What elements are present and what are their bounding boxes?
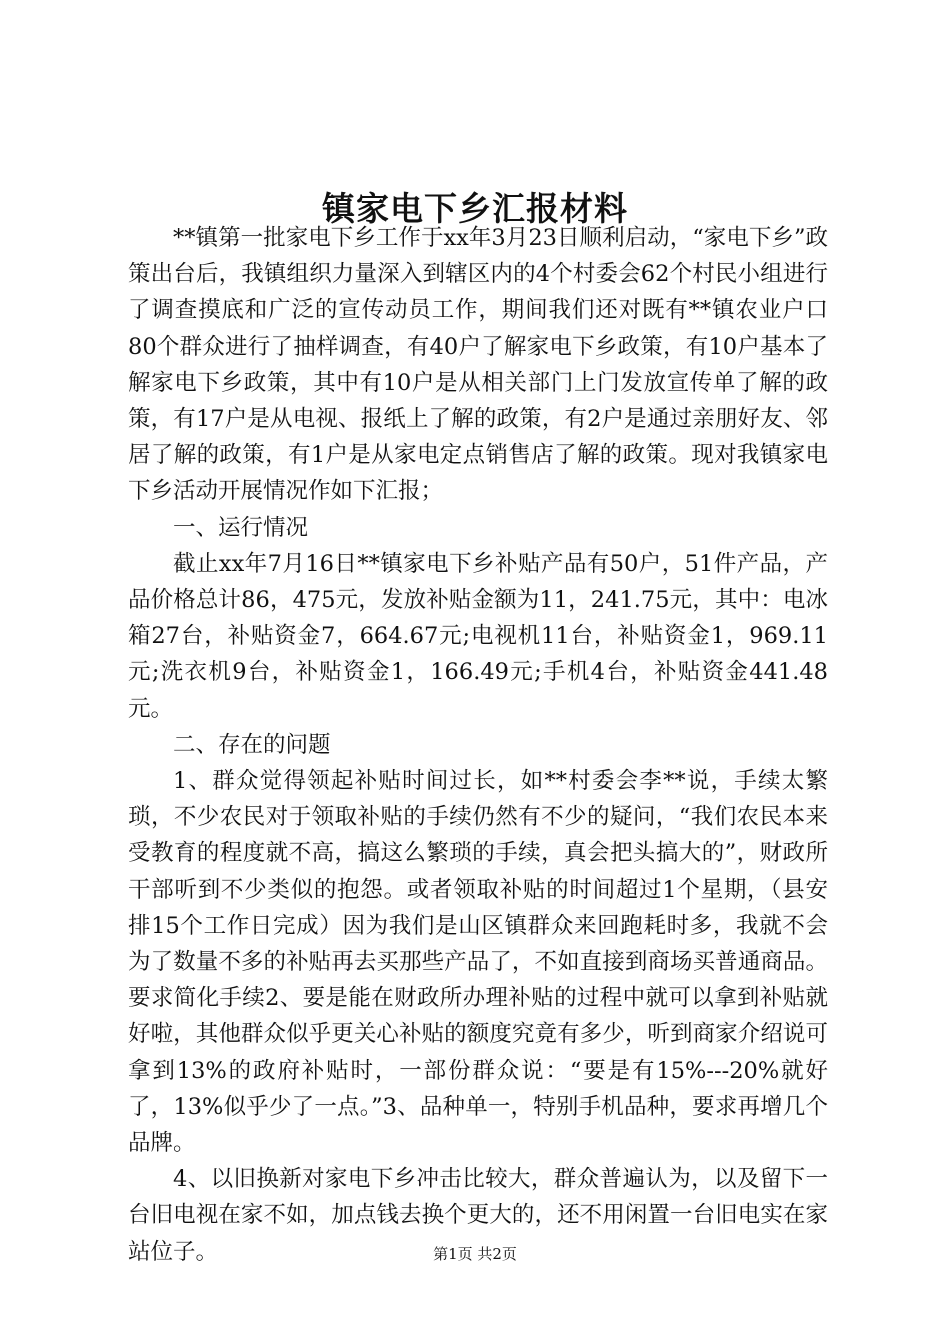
page-footer: 第1页 共2页 xyxy=(433,1245,517,1263)
paragraph-problems-1: 1、群众觉得领起补贴时间过长，如**村委会李**说，手续太繁琐，不少农民对于领取补贴的手续仍然有不少的疑问，“我们农民本来受教育的程度就不高，搞这么繁琐的手续，真会把头搞大的”，财政所干部听到不少类似的抱怨。或者领取补贴的时间超过1个星期，（县安排15个工作日完成）因为我们是山区镇群众来回跑耗时多，我就不会为了数量不多的补贴再去买那些产品了，不如直接到商场买普通商品。要求简化手续2、要是能在财政所办理补贴的过程中就可以拿到补贴就好啦，其他群众似乎更关心补贴的额度究竟有多少，听到商家介绍说可拿到13%的政府补贴时，一部份群众说：“要是有15%---20%就好了，13%似乎少了一点。”3、品种单一，特别手机品种，要求再增几个品牌。 xyxy=(128,768,828,1157)
document-body xyxy=(128,220,828,1270)
paragraph-problems-4: 4、以旧换新对家电下乡冲击比较大，群众普遍认为，以及留下一台旧电视在家不如，加点钱去换个更大的，还不用闲置一台旧电实在家站位子。 xyxy=(128,1166,828,1265)
document-title: 镇家电下乡汇报材料 xyxy=(322,189,628,228)
paragraph-operation: 截止xx年7月16日**镇家电下乡补贴产品有50户，51件产品，产品价格总计86，475元，发放补贴金额为11，241.75元，其中：电冰箱27台，补贴资金7，664.67元;电视机11台，补贴资金1，969.11元;洗衣机9台，补贴资金1，166.49元;手机4台，补贴资金441.48元。 xyxy=(128,550,828,722)
section-heading-problems: 二、存在的问题 xyxy=(173,731,331,758)
section-heading-operation: 一、运行情况 xyxy=(173,514,309,541)
paragraph-intro: **镇第一批家电下乡工作于xx年3月23日顺利启动，“家电下乡”政策出台后，我镇组织力量深入到辖区内的4个村委会62个村民小组进行了调查摸底和广泛的宣传动员工作，期间我们还对既有**镇农业户口80个群众进行了抽样调查，有40户了解家电下乡政策，有10户基本了解家电下乡政策，其中有10户是从相关部门上门发放宣传单了解的政策，有17户是从电视、报纸上了解的政策，有2户是通过亲朋好友、邻居了解的政策，有1户是从家电定点销售店了解的政策。现对我镇家电下乡活动开展情况作如下汇报； xyxy=(128,225,828,505)
